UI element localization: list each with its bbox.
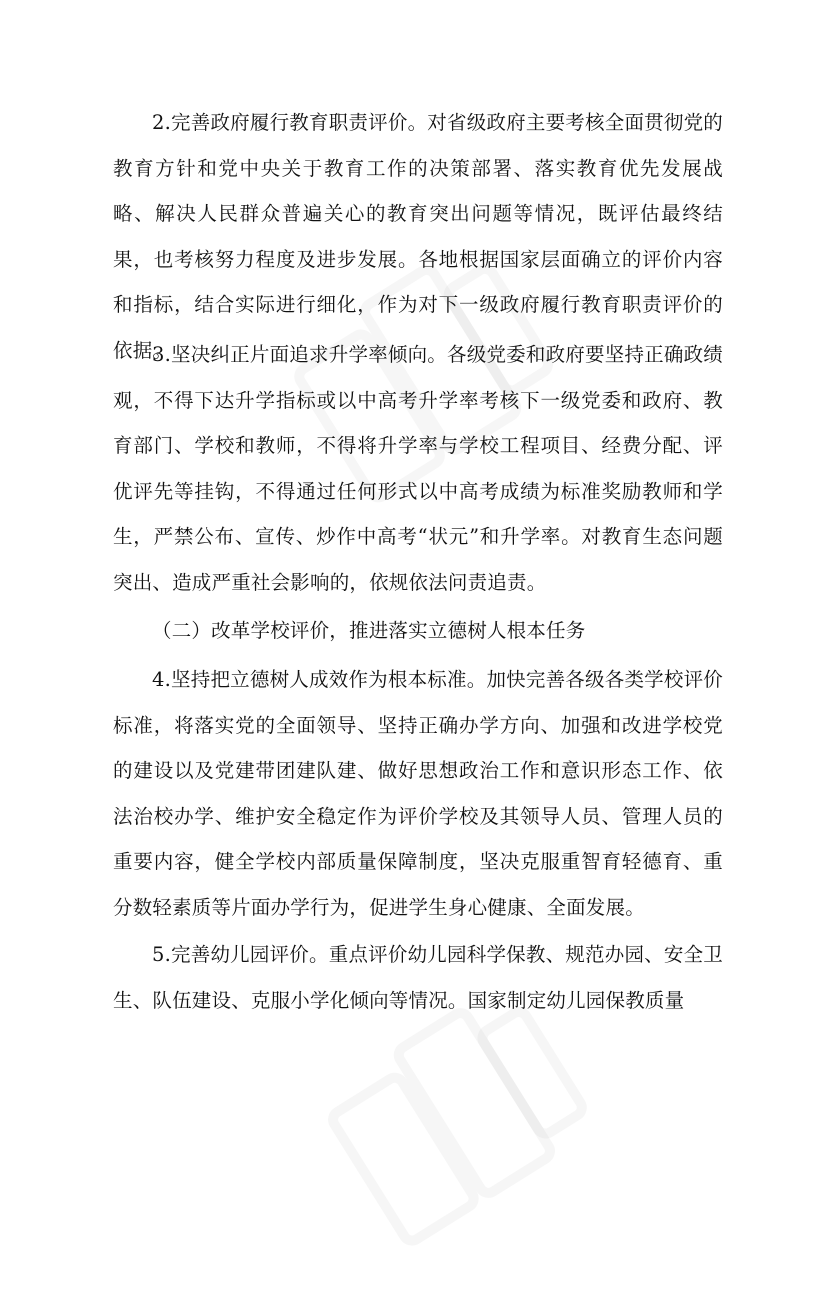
paragraph-moral-education-standard: 4.坚持把立德树人成效作为根本标准。加快完善各级各类学校评价标准，将落实党的全面领导、坚持正确办学方向、加强和改进学校党的建设以及党建带团建队建、做好思想政治工作和意识形态工作、依法治校办学、维护安全稳定作为评价学校及其领导人员、管理人员的重要内容，健全学校内部质量保障制度，坚决克服重智育轻德育、重分数轻素质等片面办学行为，促进学生身心健康、全面发展。 xyxy=(113,668,723,919)
section-heading-school-evaluation: （二）改革学校评价，推进落实立德树人根本任务 xyxy=(152,619,586,642)
paragraph-government-evaluation: 2.完善政府履行教育职责评价。对省级政府主要考核全面贯彻党的教育方针和党中央关于教育工作的决策部署、落实教育优先发展战略、解决人民群众普遍关心的教育突出问题等情况，既评估最终结果，也考核努力程度及进步发展。各地根据国家层面确立的评价内容和指标，结合实际进行细化，作为对下一级政府履行教育职责评价的依据。 xyxy=(113,111,723,362)
paragraph-kindergarten-evaluation: 5.完善幼儿园评价。重点评价幼儿园科学保教、规范办园、安全卫生、队伍建设、克服小学化倾向等情况。国家制定幼儿园保教质量 xyxy=(113,943,723,1012)
paragraph-correct-enrollment-orientation: 3.坚决纠正片面追求升学率倾向。各级党委和政府要坚持正确政绩观，不得下达升学指标或以中高考升学率考核下一级党委和政府、教育部门、学校和教师，不得将升学率与学校工程项目、经费分配、评优评先等挂钩，不得通过任何形式以中高考成绩为标准奖励教师和学生，严禁公布、宣传、炒作中高考“状元”和升学率。对教育生态问题突出、造成严重社会影响的，依规依法问责追责。 xyxy=(113,343,723,594)
